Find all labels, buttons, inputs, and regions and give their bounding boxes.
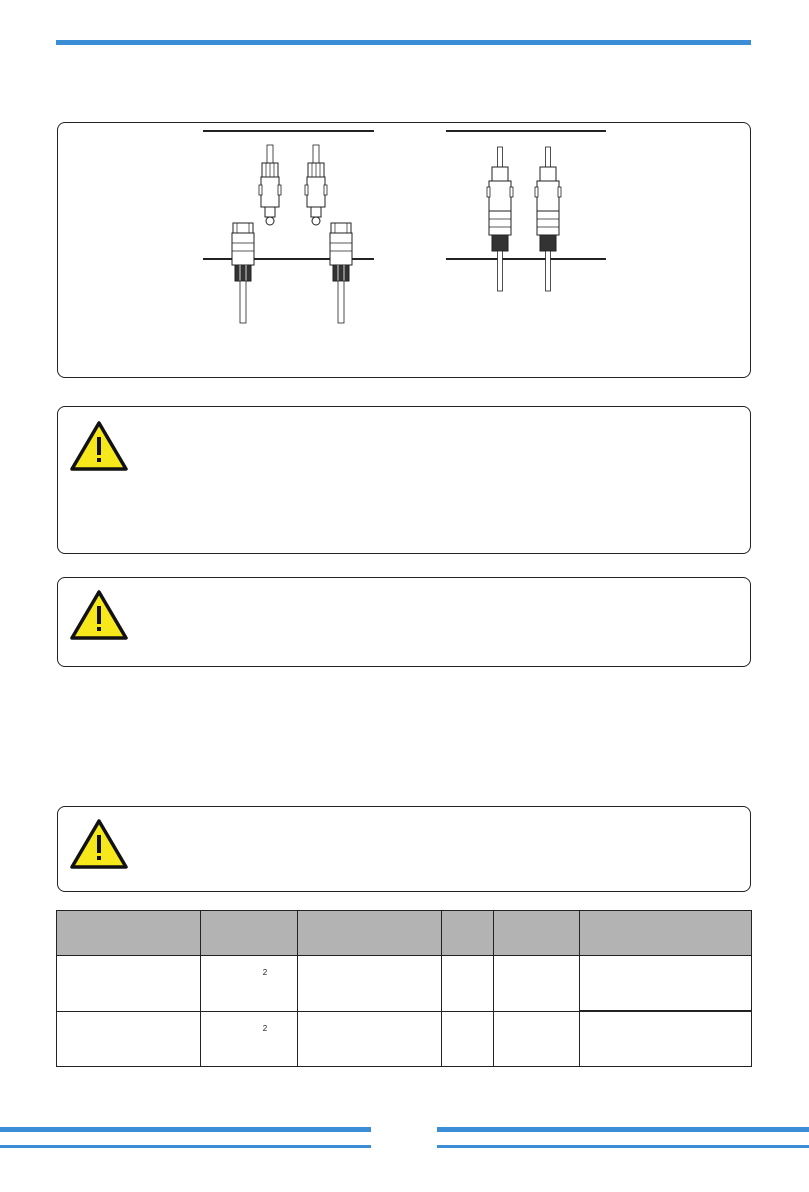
connector-pair-disconnected-icon <box>232 145 352 323</box>
table-header-cell <box>297 911 442 956</box>
table-header-cell <box>200 911 297 956</box>
warning-box-1 <box>57 406 751 554</box>
table-cell <box>494 1011 580 1067</box>
table-header-cell <box>580 911 752 956</box>
table-cell <box>442 1011 494 1067</box>
table-row <box>57 956 752 1012</box>
warning-box-3 <box>57 806 751 892</box>
table-cell <box>200 1011 297 1067</box>
table-cell <box>200 956 297 1012</box>
table-cell <box>580 1011 752 1067</box>
table-cell <box>57 956 201 1012</box>
table-cell <box>442 956 494 1012</box>
header-rule <box>56 40 751 45</box>
connector-figure-panel <box>57 122 751 378</box>
footer-rule-left-thin <box>0 1145 371 1148</box>
connector-figure <box>58 123 752 379</box>
table-cell <box>57 1011 201 1067</box>
superscript-2: 2 <box>262 1023 268 1033</box>
table-cell <box>297 956 442 1012</box>
warning-triangle-icon <box>70 819 128 869</box>
table-header-cell <box>442 911 494 956</box>
warning-triangle-icon <box>70 590 128 640</box>
cable-spec-table <box>56 910 752 1067</box>
table-row <box>57 1011 752 1067</box>
table-header-cell <box>494 911 580 956</box>
footer-rule-right <box>437 1127 809 1132</box>
table-header-cell <box>57 911 201 956</box>
table-header-row <box>57 911 752 956</box>
warning-triangle-icon <box>70 421 128 471</box>
table-cell <box>494 956 580 1012</box>
table-cell <box>580 956 752 1012</box>
warning-box-2 <box>57 577 751 667</box>
connector-pair-connected-icon <box>487 147 561 291</box>
footer-rule-right-thin <box>437 1145 809 1148</box>
footer-rule-left <box>0 1127 371 1132</box>
superscript-2: 2 <box>262 968 268 977</box>
table-cell <box>297 1011 442 1067</box>
